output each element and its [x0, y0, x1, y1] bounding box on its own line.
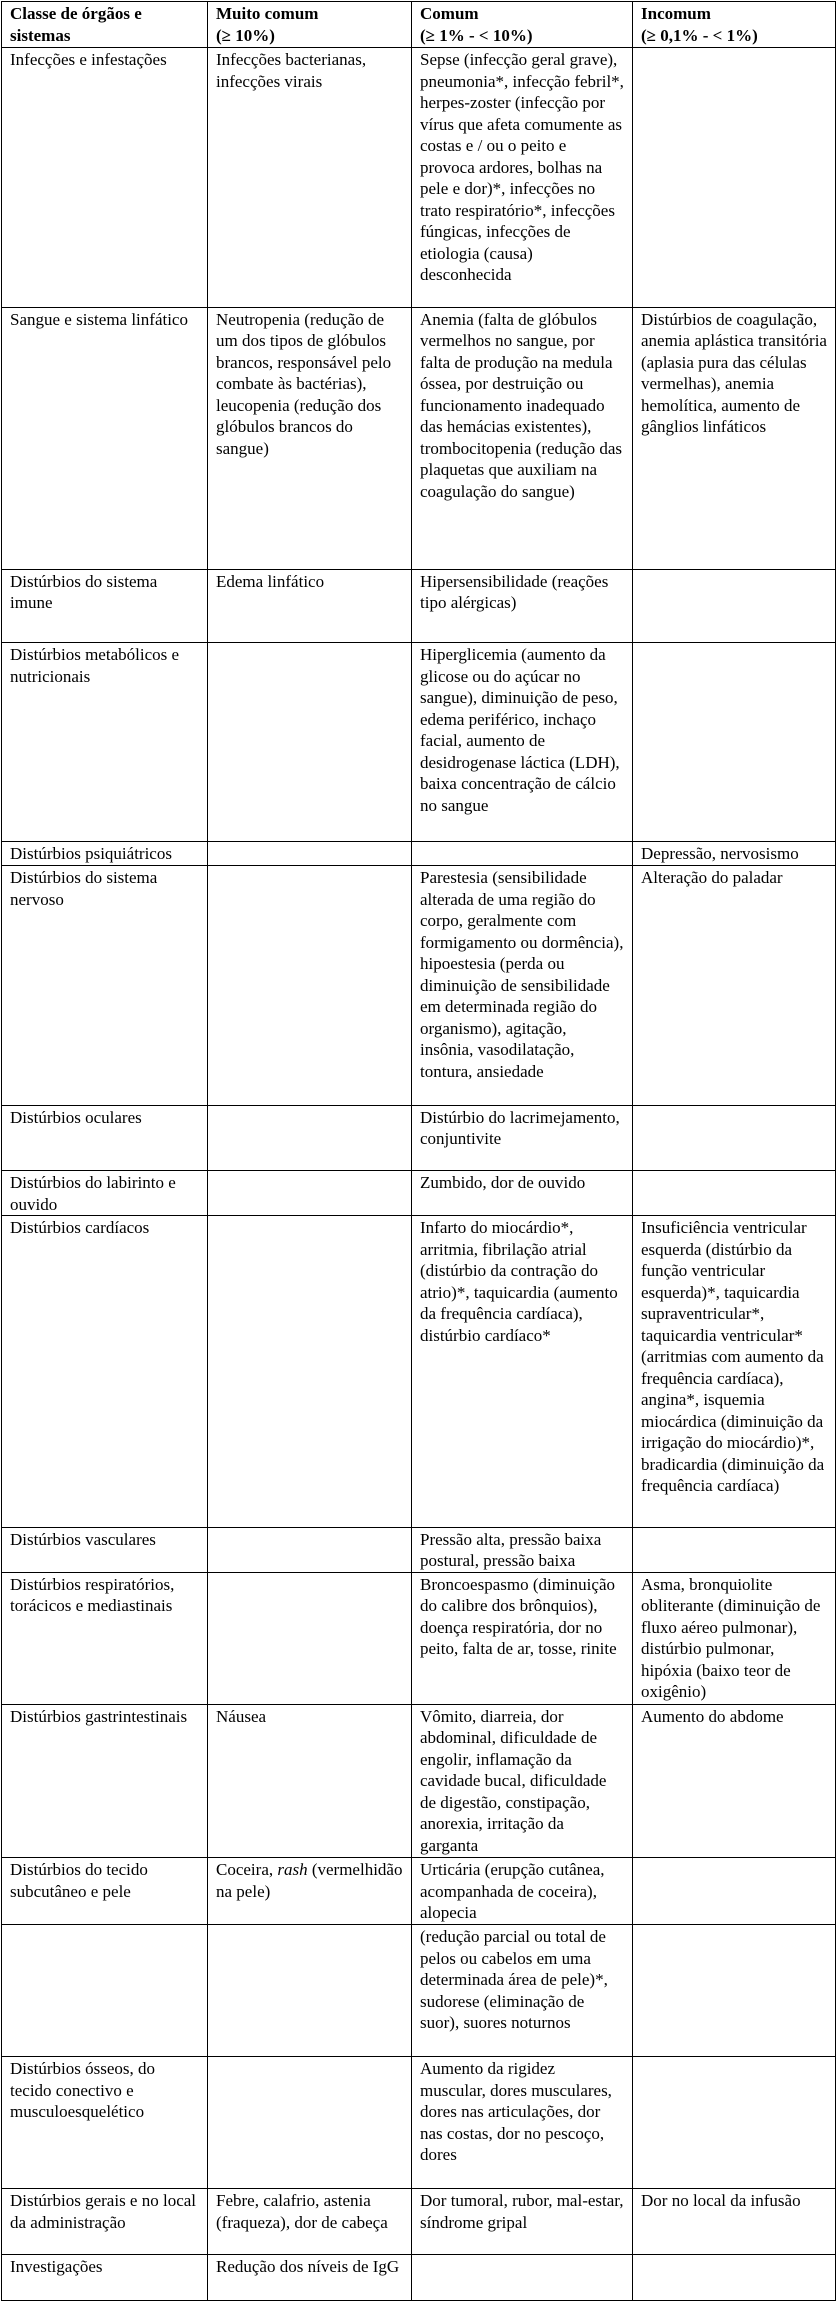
header-system-class: Classe de órgãos e sistemas [2, 2, 208, 48]
cell-very-common [208, 842, 412, 866]
cell-system: Distúrbios cardíacos [2, 1216, 208, 1527]
cell-system: Distúrbios vasculares [2, 1527, 208, 1572]
cell-system: Sangue e sistema linfático [2, 307, 208, 569]
cell-system: Distúrbios gastrintestinais [2, 1704, 208, 1858]
cell-system: Distúrbios gerais e no local da administração [2, 2189, 208, 2254]
cell-very-common: Edema linfático [208, 569, 412, 643]
table-row [2, 1858, 836, 1925]
cell-common: (redução parcial ou total de pelos ou cabelos em uma determinada área de pele)*, sudorese (eliminação de suor), suores noturnos [412, 1925, 633, 2057]
cell-very-common [208, 2057, 412, 2189]
cell-uncommon: Depressão, nervosismo [633, 842, 836, 866]
adverse-reactions-table [1, 1, 836, 2301]
table-row [2, 307, 836, 569]
cell-common: Distúrbio do lacrimejamento, conjuntivite [412, 1105, 633, 1170]
cell-very-common [208, 1527, 412, 1572]
header-very-common: Muito comum (≥ 10%) [208, 2, 412, 48]
header-row [2, 2, 836, 48]
cell-uncommon: Alteração do paladar [633, 866, 836, 1106]
cell-very-common: Febre, calafrio, astenia (fraqueza), dor de cabeça [208, 2189, 412, 2254]
table-row [2, 1216, 836, 1527]
cell-system: Distúrbios do sistema nervoso [2, 866, 208, 1106]
cell-uncommon [633, 1105, 836, 1170]
table-row [2, 643, 836, 842]
cell-common [412, 842, 633, 866]
cell-uncommon: Dor no local da infusão [633, 2189, 836, 2254]
cell-very-common: Coceira, rash (vermelhidão na pele) [208, 1858, 412, 1925]
table-row [2, 1925, 836, 2057]
cell-uncommon [633, 48, 836, 308]
cell-system: Distúrbios do labirinto e ouvido [2, 1171, 208, 1216]
cell-system: Distúrbios psiquiátricos [2, 842, 208, 866]
cell-system: Distúrbios do sistema imune [2, 569, 208, 643]
table-row [2, 2057, 836, 2189]
table-row [2, 2189, 836, 2254]
table-row [2, 1171, 836, 1216]
table-row [2, 1527, 836, 1572]
header-common: Comum (≥ 1% - < 10%) [412, 2, 633, 48]
cell-common: Infarto do miocárdio*, arritmia, fibrilação atrial (distúrbio da contração do atrio)*, taquicardia (aumento da frequência cardíaca), distúrbio cardíaco* [412, 1216, 633, 1527]
cell-uncommon: Distúrbios de coagulação, anemia aplástica transitória (aplasia pura das células vermelhas), anemia hemolítica, aumento de gânglios linfáticos [633, 307, 836, 569]
cell-system: Distúrbios ósseos, do tecido conectivo e musculoesquelético [2, 2057, 208, 2189]
cell-system [2, 1925, 208, 2057]
cell-very-common: Redução dos níveis de IgG [208, 2254, 412, 2300]
cell-uncommon [633, 2254, 836, 2300]
table-row [2, 2254, 836, 2300]
cell-common: Pressão alta, pressão baixa postural, pressão baixa [412, 1527, 633, 1572]
cell-common: Hipersensibilidade (reações tipo alérgicas) [412, 569, 633, 643]
table-row [2, 569, 836, 643]
cell-system: Distúrbios do tecido subcutâneo e pele [2, 1858, 208, 1925]
table-row [2, 1105, 836, 1170]
cell-uncommon [633, 2057, 836, 2189]
cell-very-common: Neutropenia (redução de um dos tipos de glóbulos brancos, responsável pelo combate às bactérias), leucopenia (redução dos glóbulos brancos do sangue) [208, 307, 412, 569]
cell-very-common: Infecções bacterianas, infecções virais [208, 48, 412, 308]
cell-very-common [208, 1925, 412, 2057]
cell-uncommon [633, 1925, 836, 2057]
table-row [2, 1704, 836, 1858]
cell-common: Vômito, diarreia, dor abdominal, dificuldade de engolir, inflamação da cavidade bucal, dificuldade de digestão, constipação, anorexia, irritação da garganta [412, 1704, 633, 1858]
table-row [2, 1572, 836, 1704]
cell-common: Anemia (falta de glóbulos vermelhos no sangue, por falta de produção na medula óssea, por destruição ou funcionamento inadequado das hemácias existentes), trombocitopenia (redução das plaquetas que auxiliam na coagulação do sangue) [412, 307, 633, 569]
cell-common: Broncoespasmo (diminuição do calibre dos brônquios), doença respiratória, dor no peito, falta de ar, tosse, rinite [412, 1572, 633, 1704]
cell-very-common [208, 643, 412, 842]
cell-common [412, 2254, 633, 2300]
cell-common: Aumento da rigidez muscular, dores musculares, dores nas articulações, dor nas costas, dor no pescoço, dores [412, 2057, 633, 2189]
cell-very-common [208, 1171, 412, 1216]
cell-uncommon [633, 1527, 836, 1572]
cell-common: Zumbido, dor de ouvido [412, 1171, 633, 1216]
cell-uncommon [633, 1858, 836, 1925]
table-row [2, 866, 836, 1106]
cell-uncommon [633, 569, 836, 643]
cell-common: Hiperglicemia (aumento da glicose ou do açúcar no sangue), diminuição de peso, edema periférico, inchaço facial, aumento de desidrogenase láctica (LDH), baixa concentração de cálcio no sangue [412, 643, 633, 842]
cell-system: Distúrbios oculares [2, 1105, 208, 1170]
cell-very-common: Náusea [208, 1704, 412, 1858]
cell-system: Distúrbios metabólicos e nutricionais [2, 643, 208, 842]
cell-very-common [208, 1105, 412, 1170]
cell-uncommon: Aumento do abdome [633, 1704, 836, 1858]
cell-common: Urticária (erupção cutânea, acompanhada de coceira), alopecia [412, 1858, 633, 1925]
cell-very-common [208, 866, 412, 1106]
cell-common: Dor tumoral, rubor, mal-estar, síndrome gripal [412, 2189, 633, 2254]
cell-system: Infecções e infestações [2, 48, 208, 308]
cell-very-common [208, 1216, 412, 1527]
cell-very-common [208, 1572, 412, 1704]
cell-system: Distúrbios respiratórios, torácicos e mediastinais [2, 1572, 208, 1704]
cell-common: Sepse (infecção geral grave), pneumonia*, infecção febril*, herpes-zoster (infecção por vírus que afeta comumente as costas e / ou o peito e provoca ardores, bolhas na pele e dor)*, infecções no trato respiratório*, infecções fúngicas, infecções de etiologia (causa) desconhecida [412, 48, 633, 308]
header-uncommon: Incomum (≥ 0,1% - < 1%) [633, 2, 836, 48]
table-row [2, 48, 836, 308]
cell-system: Investigações [2, 2254, 208, 2300]
cell-uncommon: Asma, bronquiolite obliterante (diminuição de fluxo aéreo pulmonar), distúrbio pulmonar, hipóxia (baixo teor de oxigênio) [633, 1572, 836, 1704]
table-row [2, 842, 836, 866]
cell-uncommon [633, 1171, 836, 1216]
cell-uncommon: Insuficiência ventricular esquerda (distúrbio da função ventricular esquerda)*, taquicardia supraventricular*, taquicardia ventricular* (arritmias com aumento da frequência cardíaca), angina*, isquemia miocárdica (diminuição da irrigação do miocárdio)*, bradicardia (diminuição da frequência cardíaca) [633, 1216, 836, 1527]
cell-common: Parestesia (sensibilidade alterada de uma região do corpo, geralmente com formigamento ou dormência), hipoestesia (perda ou diminuição de sensibilidade em determinada região do organismo), agitação, insônia, vasodilatação, tontura, ansiedade [412, 866, 633, 1106]
cell-uncommon [633, 643, 836, 842]
